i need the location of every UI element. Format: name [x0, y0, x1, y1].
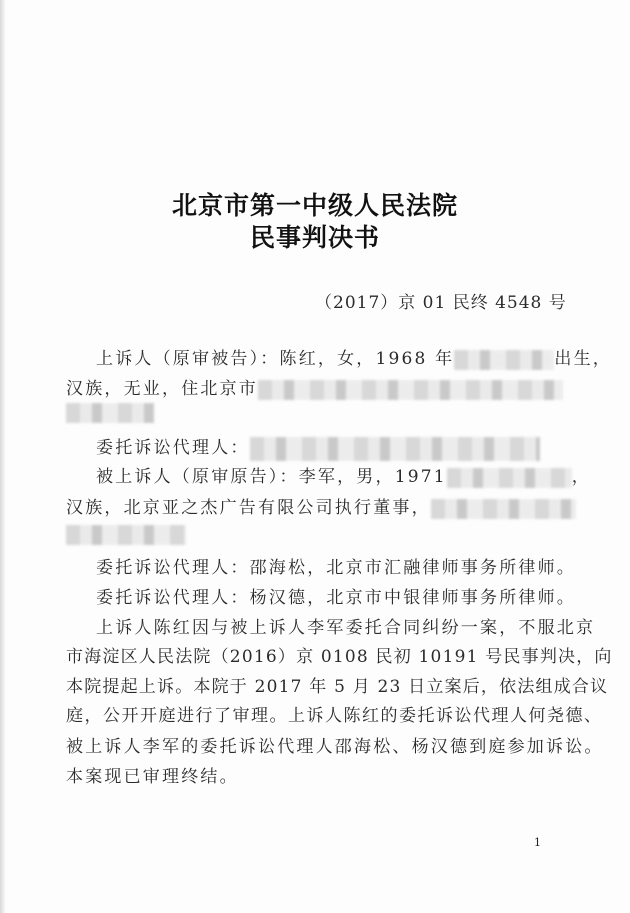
- redacted-block: [447, 468, 572, 488]
- appellee-line: [96, 462, 591, 488]
- body-line: 市海淀区人民法院（2016）京 0108 民初 10191 号民事判决，向: [66, 647, 613, 667]
- appellee-agent-1: 委托诉讼代理人：邵海松，北京市汇融律师事务所律师。: [96, 558, 576, 578]
- appellee-line-2: [66, 493, 576, 519]
- appellant-line-2: [66, 374, 563, 400]
- appellee-agent-2: 委托诉讼代理人：杨汉德，北京市中银律师事务所律师。: [96, 588, 576, 608]
- court-name: 北京市第一中级人民法院: [171, 191, 458, 220]
- body-line: 本案现已审理终结。: [66, 767, 239, 787]
- redacted-block: [258, 380, 563, 400]
- body-line: 庭，公开开庭进行了审理。上诉人陈红的委托诉讼代理人何尧德、: [66, 706, 603, 726]
- appellee-occupation: 汉族，北京亚之杰广告有限公司执行董事，: [66, 498, 431, 518]
- appellant-line-3: [66, 402, 154, 423]
- redacted-block: [66, 525, 186, 545]
- appellant-text-end: 出生，: [554, 349, 612, 369]
- redacted-block: [454, 350, 554, 370]
- body-line: 被上诉人李军的委托诉讼代理人邵海松、杨汉德到庭参加诉讼。: [66, 737, 604, 757]
- appellant-agent-line: [96, 433, 540, 461]
- redacted-block: [66, 403, 154, 423]
- case-number: （2017）京 01 民终 4548 号: [315, 293, 567, 313]
- appellee-text-end: ，: [571, 467, 591, 487]
- document-type: 民事判决书: [249, 223, 380, 252]
- body-line: 上诉人陈红因与被上诉人李军委托合同纠纷一案，不服北京: [96, 618, 596, 638]
- page-number: 1: [534, 836, 541, 849]
- appellant-address: 汉族，无业，住北京市: [66, 379, 258, 399]
- scan-edge-left: [0, 0, 6, 913]
- appellant-text: 上诉人（原审被告）：陈红，女，1968 年: [96, 349, 455, 369]
- redacted-block: [431, 499, 576, 519]
- appellee-text: 被上诉人（原审原告）：李军，男，1971: [96, 467, 447, 487]
- body-line: 本院提起上诉。本院于 2017 年 5 月 23 日立案后，依法组成合议: [66, 677, 609, 697]
- appellee-line-3: [66, 524, 186, 545]
- appellant-agent-label: 委托诉讼代理人：: [96, 438, 250, 458]
- redacted-block: [250, 437, 540, 461]
- appellant-line: [96, 344, 612, 370]
